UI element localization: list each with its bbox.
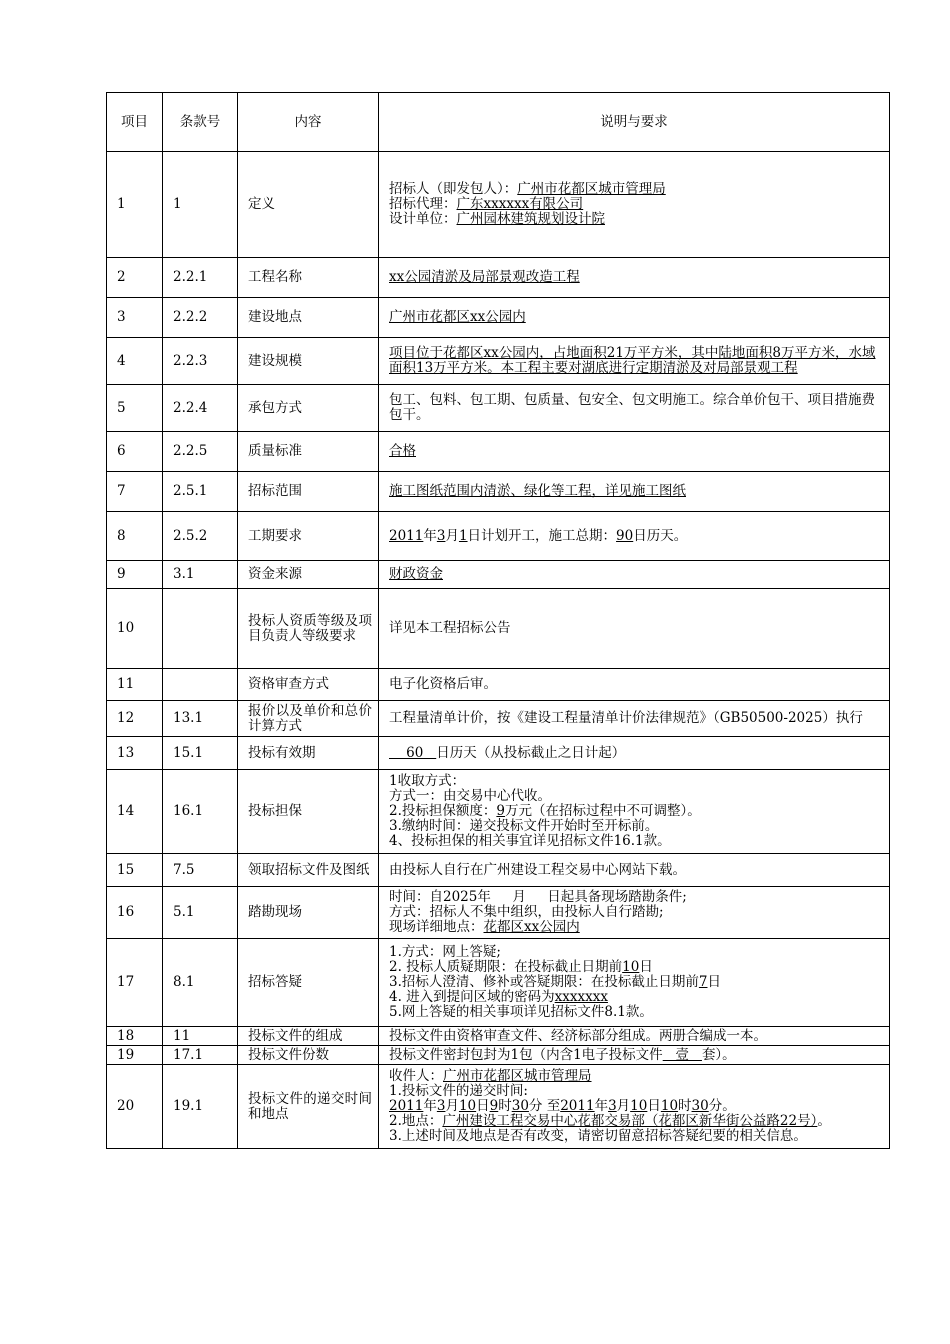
description-line <box>389 1048 883 1063</box>
text-run: 3.缴纳时间：递交投标文件开始时至开标前。 <box>389 817 659 834</box>
underlined-text: 2011 <box>560 1098 595 1115</box>
description-line <box>389 774 883 789</box>
row-clause-no: 2.5.2 <box>163 512 238 561</box>
text-run: 时间：自2025年 月 日起具备现场踏勘条件; <box>389 889 687 906</box>
row-content: 投标有效期 <box>238 737 379 770</box>
row-item-no: 8 <box>107 512 163 561</box>
description-line <box>389 270 883 285</box>
text-run: 日 <box>639 959 653 976</box>
row-clause-no: 2.2.1 <box>163 258 238 298</box>
table-row <box>107 385 890 432</box>
text-run: 年 <box>423 1098 437 1115</box>
underlined-text: 90 <box>616 527 634 544</box>
text-run: 招标人（即发包人）： <box>389 181 518 198</box>
description-line <box>389 920 883 935</box>
table-row <box>107 770 890 854</box>
text-run: 现场详细地点： <box>389 918 484 935</box>
row-clause-no: 2.2.5 <box>163 432 238 472</box>
text-run: 日 <box>476 1098 490 1115</box>
text-run: 电子化资格后审。 <box>389 676 497 693</box>
row-content: 工期要求 <box>238 512 379 561</box>
underlined-text: 10 <box>458 1098 477 1115</box>
text-run: 套）。 <box>701 1046 736 1063</box>
text-run: 日 <box>647 1098 661 1115</box>
underlined-text: 9 <box>496 803 505 820</box>
text-run: 分。 <box>708 1098 736 1115</box>
text-run: 2.地点： <box>389 1112 443 1129</box>
row-clause-no: 11 <box>163 1027 238 1046</box>
row-description <box>379 701 890 737</box>
row-content: 投标人资质等级及项目负责人等级要求 <box>238 589 379 669</box>
text-run: 。 <box>817 1112 831 1129</box>
row-item-no: 18 <box>107 1027 163 1046</box>
text-run: 方式：招标人不集中组织，由投标人自行踏勘; <box>389 904 664 921</box>
text-run: 分 至 <box>528 1098 561 1115</box>
description-line <box>389 863 883 878</box>
row-clause-no: 2.2.2 <box>163 298 238 338</box>
row-clause-no: 2.5.1 <box>163 472 238 512</box>
text-run: 投标文件密封包封为1包（内含1电子投标文件 <box>389 1046 663 1063</box>
row-item-no: 4 <box>107 338 163 385</box>
text-run: 5.网上答疑的相关事项详见招标文件8.1款。 <box>389 1003 653 1020</box>
table-row <box>107 432 890 472</box>
underlined-text: 3 <box>436 527 446 544</box>
row-description <box>379 512 890 561</box>
row-clause-no: 17.1 <box>163 1046 238 1065</box>
row-content: 领取招标文件及图纸 <box>238 854 379 887</box>
row-item-no: 17 <box>107 939 163 1027</box>
row-content: 报价以及单价和总价计算方式 <box>238 701 379 737</box>
description-line <box>389 1129 883 1144</box>
table-row <box>107 854 890 887</box>
underlined-text: 1 <box>458 527 468 544</box>
row-clause-no: 2.2.3 <box>163 338 238 385</box>
row-description <box>379 298 890 338</box>
row-clause-no: 8.1 <box>163 939 238 1027</box>
underlined-text: 广州园林建筑规划设计院 <box>456 210 605 227</box>
table-row <box>107 152 890 258</box>
row-clause-no: 1 <box>163 152 238 258</box>
underlined-text: 10 <box>630 1098 648 1115</box>
text-run: 时 <box>678 1098 692 1115</box>
underlined-text: 2011 <box>389 1098 424 1115</box>
text-run: 详见本工程招标公告 <box>389 620 511 637</box>
row-description <box>379 472 890 512</box>
description-line <box>389 789 883 804</box>
description-line <box>389 834 883 849</box>
description-line <box>389 711 883 726</box>
table-row <box>107 561 890 589</box>
description-line <box>389 1005 883 1020</box>
underlined-text: 3 <box>608 1098 617 1115</box>
description-line <box>389 1029 883 1044</box>
text-run: 招标代理： <box>389 196 457 213</box>
row-item-no: 1 <box>107 152 163 258</box>
row-item-no: 11 <box>107 669 163 701</box>
row-content: 建设地点 <box>238 298 379 338</box>
text-run: 日 <box>707 974 721 991</box>
row-description <box>379 737 890 770</box>
underlined-text: 7 <box>698 974 708 991</box>
row-content: 质量标准 <box>238 432 379 472</box>
row-description <box>379 152 890 258</box>
table-row <box>107 887 890 939</box>
underlined-text: 广东xxxxxx有限公司 <box>456 196 584 213</box>
underlined-text: 60 <box>389 744 437 761</box>
text-run: 1.方式：网上答疑; <box>389 944 501 961</box>
underlined-text: 10 <box>660 1098 679 1115</box>
table-row <box>107 669 890 701</box>
row-item-no: 20 <box>107 1065 163 1149</box>
row-clause-no: 13.1 <box>163 701 238 737</box>
description-line <box>389 960 883 975</box>
description-line <box>389 746 883 761</box>
row-clause-no: 3.1 <box>163 561 238 589</box>
text-run: 1收取方式： <box>389 773 466 790</box>
row-description <box>379 669 890 701</box>
row-content: 资格审查方式 <box>238 669 379 701</box>
text-run: 收件人： <box>389 1068 443 1085</box>
row-description <box>379 338 890 385</box>
row-description <box>379 887 890 939</box>
table-header-row <box>107 93 890 152</box>
text-run: 4. 进入到提问区域的密码为 <box>389 988 555 1005</box>
row-description <box>379 854 890 887</box>
row-item-no: 14 <box>107 770 163 854</box>
text-run: 由投标人自行在广州建设工程交易中心网站下载。 <box>389 861 686 878</box>
description-line <box>389 1084 883 1099</box>
row-item-no: 6 <box>107 432 163 472</box>
underlined-text: 合格 <box>389 443 416 460</box>
description-line <box>389 346 883 376</box>
row-item-no: 10 <box>107 589 163 669</box>
row-clause-no: 7.5 <box>163 854 238 887</box>
description-line <box>389 905 883 920</box>
text-run: 3.上述时间及地点是否有改变，请密切留意招标答疑纪要的相关信息。 <box>389 1127 807 1144</box>
header-description: 说明与要求 <box>379 93 890 152</box>
description-line <box>389 621 883 636</box>
row-clause-no <box>163 669 238 701</box>
row-description <box>379 1027 890 1046</box>
bid-notice-table <box>106 92 890 1149</box>
table-row <box>107 939 890 1027</box>
description-line <box>389 945 883 960</box>
row-content: 承包方式 <box>238 385 379 432</box>
row-item-no: 12 <box>107 701 163 737</box>
row-content: 定义 <box>238 152 379 258</box>
text-run: 月 <box>445 1098 459 1115</box>
row-item-no: 19 <box>107 1046 163 1065</box>
row-description <box>379 385 890 432</box>
row-content: 投标文件份数 <box>238 1046 379 1065</box>
row-clause-no: 5.1 <box>163 887 238 939</box>
description-line <box>389 197 883 212</box>
row-clause-no <box>163 589 238 669</box>
description-line <box>389 310 883 325</box>
row-description <box>379 561 890 589</box>
description-line <box>389 529 883 544</box>
underlined-text: 广州市花都区xx公园内 <box>389 309 526 326</box>
text-run: 万元（在招标过程中不可调整）。 <box>504 803 701 820</box>
row-content: 工程名称 <box>238 258 379 298</box>
table-row <box>107 472 890 512</box>
description-line <box>389 990 883 1005</box>
row-description <box>379 1046 890 1065</box>
description-line <box>389 677 883 692</box>
text-run: 工程量清单计价，按《建设工程量清单计价法律规范》（GB50500-2025）执行 <box>389 710 863 727</box>
row-content: 投标文件的组成 <box>238 1027 379 1046</box>
row-description <box>379 770 890 854</box>
table-row <box>107 338 890 385</box>
text-run: 包工、包料、包工期、包质量、包安全、包文明施工。综合单价包干、项目措施费包干。 <box>389 392 875 423</box>
row-description <box>379 1065 890 1149</box>
description-line <box>389 182 883 197</box>
description-line <box>389 484 883 499</box>
description-line <box>389 1099 883 1114</box>
underlined-text: 项目位于花都区xx公园内，占地面积21万平方米，其中陆地面积8万平方米，水域面积13万平方米。本工程主要对湖底进行定期清淤及对局部景观工程 <box>389 345 876 376</box>
row-content: 资金来源 <box>238 561 379 589</box>
text-run: 日历天（从投标截止之日计起） <box>436 744 626 761</box>
table-row <box>107 1046 890 1065</box>
text-run: 2.投标担保额度： <box>389 803 497 820</box>
underlined-text: 广州市花都区城市管理局 <box>517 181 666 198</box>
underlined-text: xx公园清淤及局部景观改造工程 <box>389 269 580 286</box>
underlined-text: 3 <box>436 1098 446 1115</box>
underlined-text: 10 <box>622 959 640 976</box>
row-content: 招标范围 <box>238 472 379 512</box>
underlined-text: 壹 <box>662 1046 702 1063</box>
row-clause-no: 2.2.4 <box>163 385 238 432</box>
text-run: 月 <box>616 1098 631 1115</box>
row-item-no: 7 <box>107 472 163 512</box>
description-line <box>389 890 883 905</box>
underlined-text: 30 <box>691 1098 709 1115</box>
row-item-no: 2 <box>107 258 163 298</box>
text-run: 日计划开工，施工总期： <box>467 527 617 544</box>
table-row <box>107 512 890 561</box>
description-line <box>389 804 883 819</box>
description-line <box>389 444 883 459</box>
underlined-text: 施工图纸范围内清淤、绿化等工程，详见施工图纸 <box>389 483 686 500</box>
text-run: 时 <box>498 1098 512 1115</box>
row-description <box>379 939 890 1027</box>
row-description <box>379 432 890 472</box>
description-line <box>389 1069 883 1084</box>
header-item-no: 项目 <box>107 93 163 152</box>
row-item-no: 16 <box>107 887 163 939</box>
underlined-text: 9 <box>489 1098 499 1115</box>
underlined-text: 广州市花都区城市管理局 <box>443 1068 592 1085</box>
table-row <box>107 701 890 737</box>
text-run: 投标文件由资格审查文件、经济标部分组成。两册合编成一本。 <box>389 1027 767 1044</box>
row-item-no: 9 <box>107 561 163 589</box>
text-run: 2. 投标人质疑期限：在投标截止日期前 <box>389 959 623 976</box>
description-line <box>389 212 883 227</box>
description-line <box>389 393 883 423</box>
row-item-no: 5 <box>107 385 163 432</box>
description-line <box>389 1114 883 1129</box>
table-body <box>107 93 890 1149</box>
underlined-text: 广州建设工程交易中心花都交易部（花都区新华街公益路22号） <box>442 1112 818 1129</box>
text-run: 4、投标担保的相关事宜详见招标文件16.1款。 <box>389 832 671 849</box>
underlined-text: xxxxxxx <box>554 988 608 1005</box>
row-content: 踏勘现场 <box>238 887 379 939</box>
table-row <box>107 258 890 298</box>
header-clause-no: 条款号 <box>163 93 238 152</box>
row-content: 招标答疑 <box>238 939 379 1027</box>
table-row <box>107 737 890 770</box>
row-clause-no: 16.1 <box>163 770 238 854</box>
row-clause-no: 19.1 <box>163 1065 238 1149</box>
row-item-no: 15 <box>107 854 163 887</box>
text-run: 方式一：由交易中心代收。 <box>389 788 551 805</box>
text-run: 年 <box>594 1098 609 1115</box>
row-content: 投标担保 <box>238 770 379 854</box>
underlined-text: 财政资金 <box>389 566 443 583</box>
text-run: 3.招标人澄清、修补或答疑期限：在投标截止日期前 <box>389 974 699 991</box>
text-run: 月 <box>445 527 459 544</box>
row-item-no: 3 <box>107 298 163 338</box>
row-clause-no: 15.1 <box>163 737 238 770</box>
row-item-no: 13 <box>107 737 163 770</box>
description-line <box>389 567 883 582</box>
table-row <box>107 298 890 338</box>
text-run: 日历天。 <box>633 527 688 544</box>
row-description <box>379 258 890 298</box>
row-content: 建设规模 <box>238 338 379 385</box>
row-description <box>379 589 890 669</box>
table-row <box>107 1027 890 1046</box>
description-line <box>389 819 883 834</box>
text-run: 1.投标文件的递交时间: <box>389 1083 528 1100</box>
table-row <box>107 589 890 669</box>
row-content: 投标文件的递交时间和地点 <box>238 1065 379 1149</box>
underlined-text: 2011 <box>389 527 424 544</box>
underlined-text: 30 <box>511 1098 529 1115</box>
description-line <box>389 975 883 990</box>
text-run: 设计单位： <box>389 210 457 227</box>
header-content: 内容 <box>238 93 379 152</box>
table-row <box>107 1065 890 1149</box>
underlined-text: 花都区xx公园内 <box>483 918 580 935</box>
text-run: 年 <box>423 527 437 544</box>
